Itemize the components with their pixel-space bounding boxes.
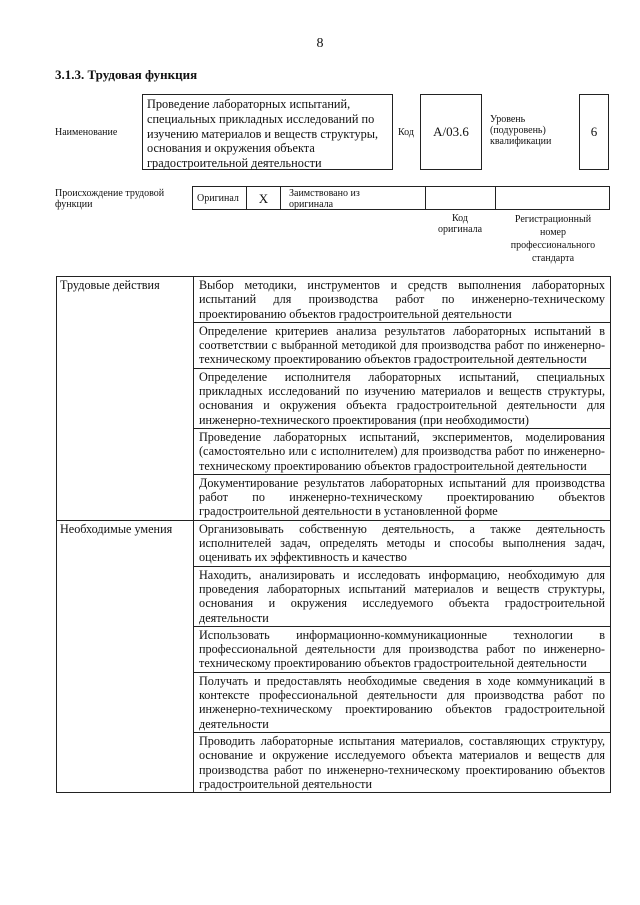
table-row	[57, 520, 611, 566]
level-box	[579, 94, 609, 170]
registration-caption-line-2: номер	[540, 227, 566, 238]
registration-caption	[496, 213, 610, 265]
skills-label: Необходимые умения	[57, 520, 194, 792]
origin-label	[55, 188, 164, 210]
function-name-box	[142, 94, 393, 170]
origin-code-caption-line-1: Код	[452, 213, 468, 224]
original-mark: X	[247, 187, 281, 209]
borrowed-label-line-1: Заимствовано из	[289, 188, 360, 199]
skill-item: Находить, анализировать и исследовать информацию, необходимую для проведения лабораторных испытаний материалов и веществ структуры, основания и окружения исследуемого объекта градостроительной деятельности	[194, 566, 611, 626]
origin-label-line-1: Происхождение трудовой	[55, 188, 165, 199]
level-value: 6	[590, 124, 598, 139]
skill-item: Получать и предоставлять необходимые сведения в ходе коммуникаций в контексте профессиональной деятельности для производства работ по инженерно-техническому проектированию объектов градостроительной деятельности	[194, 672, 611, 732]
registration-caption-line-4: стандарта	[531, 253, 575, 264]
borrowed-label-line-2: оригинала	[289, 199, 334, 210]
original-label: Оригинал	[193, 187, 247, 209]
level-label-line-2: (подуровень)	[490, 125, 546, 136]
skill-item: Организовывать собственную деятельность, а также деятельность исполнителей задач, определять методы и способы выполнения задач, оценивать их эффективность и качество	[194, 520, 611, 566]
level-label-line-3: квалификации	[490, 136, 552, 147]
labor-action-item: Выбор методики, инструментов и средств выполнения лабораторных испытаний для производства работ по инженерно-техническому проектированию объектов градостроительной деятельности	[194, 277, 611, 323]
origin-code-caption-line-2: оригинала	[437, 224, 483, 235]
name-label: Наименование	[55, 127, 118, 138]
code-box	[420, 94, 482, 170]
level-label	[490, 114, 551, 147]
labor-action-item: Проведение лабораторных испытаний, экспериментов, моделирования (самостоятельно или с исполнителем) для производства работ по инженерно-техническому проектированию объектов градостроительной деятельности	[194, 428, 611, 474]
origin-table	[192, 186, 610, 210]
labor-action-item: Определение исполнителя лабораторных испытаний, специальных прикладных исследований по изучению материалов и веществ структуры, основания и окружения объекта градостроительной деятельности для инженерно-технического проектирования (при необходимости)	[194, 368, 611, 428]
registration-caption-line-3: профессионального	[510, 240, 596, 251]
borrowed-label	[281, 187, 426, 209]
labor-actions-label: Трудовые действия	[57, 277, 194, 521]
skill-item: Проводить лабораторные испытания материалов, составляющих структуру, основание и окружение исследуемого объекта материалов и веществ для производства работ по инженерно-техническому проектированию объектов градостроительной деятельности	[194, 732, 611, 792]
function-name-text: Проведение лабораторных испытаний, специальных прикладных исследований по изучению материалов и веществ структуры, основания и окружения объекта градостроительной деятельности	[147, 97, 379, 171]
page-number: 8	[316, 36, 324, 51]
origin-label-line-2: функции	[55, 199, 93, 210]
labor-action-item: Определение критериев анализа результатов лабораторных испытаний в соответствии с выбранной методикой для производства работ по инженерно-техническому проектированию объектов градостроительной деятельности	[194, 322, 611, 368]
section-title: 3.1.3. Трудовая функция	[55, 67, 198, 82]
table-row	[57, 277, 611, 323]
labor-action-item: Документирование результатов лабораторных испытаний для производства работ по инженерно-техническому проектированию объектов градостроительной деятельности в установленной форме	[194, 474, 611, 520]
skill-item: Использовать информационно-коммуникационные технологии в профессиональной деятельности для производства работ по инженерно-техническому проектированию объектов градостроительной деятельности	[194, 626, 611, 672]
function-details-table	[56, 276, 611, 793]
origin-code-cell	[426, 187, 496, 209]
level-label-line-1: Уровень	[490, 114, 526, 125]
code-label: Код	[398, 127, 414, 138]
origin-code-caption	[425, 213, 495, 235]
code-value: А/03.6	[433, 124, 469, 139]
registration-caption-line-1: Регистрационный	[514, 214, 592, 225]
